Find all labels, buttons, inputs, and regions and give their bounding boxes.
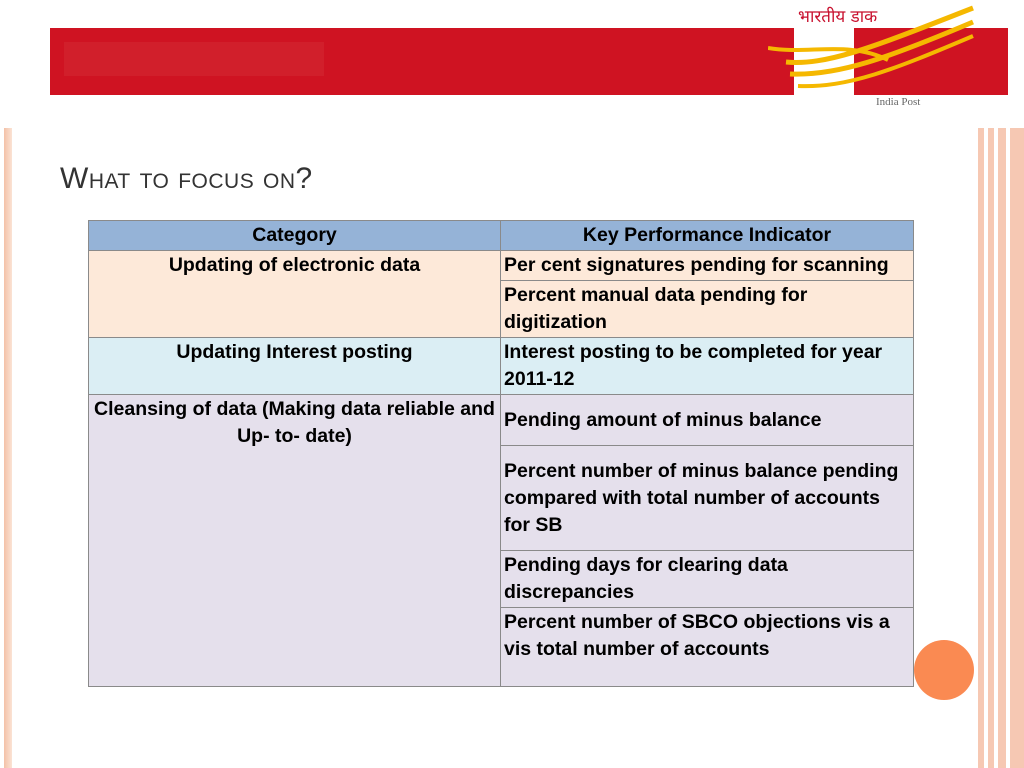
slide-title: What to focus on? <box>60 162 313 195</box>
kpi-cell: Interest posting to be completed for year 2011-12 <box>501 338 914 395</box>
logo-english-text: India Post <box>876 96 921 108</box>
header-kpi: Key Performance Indicator <box>501 221 914 251</box>
category-cell: Updating Interest posting <box>89 338 501 395</box>
logo-hindi-text: भारतीय डाक <box>798 7 878 27</box>
right-decor-stripes <box>978 128 1024 768</box>
table-row <box>89 251 914 281</box>
table-row <box>89 395 914 446</box>
india-post-logo <box>768 0 978 112</box>
kpi-cell: Per cent signatures pending for scanning <box>501 251 914 281</box>
category-cell: Updating of electronic data <box>89 251 501 338</box>
decor-orange-circle <box>914 640 974 700</box>
banner-shade <box>64 42 324 76</box>
table-row <box>89 338 914 395</box>
table-header-row <box>89 221 914 251</box>
header-category: Category <box>89 221 501 251</box>
kpi-cell: Pending days for clearing data discrepancies <box>501 551 914 608</box>
kpi-cell: Percent manual data pending for digitization <box>501 281 914 338</box>
category-cell: Cleansing of data (Making data reliable and Up- to- date) <box>89 395 501 687</box>
kpi-table <box>88 220 914 687</box>
kpi-cell: Percent number of SBCO objections vis a vis total number of accounts <box>501 608 914 687</box>
left-decor-stripe <box>4 128 12 768</box>
kpi-cell: Percent number of minus balance pending compared with total number of accounts for SB <box>501 446 914 551</box>
kpi-cell: Pending amount of minus balance <box>501 395 914 446</box>
